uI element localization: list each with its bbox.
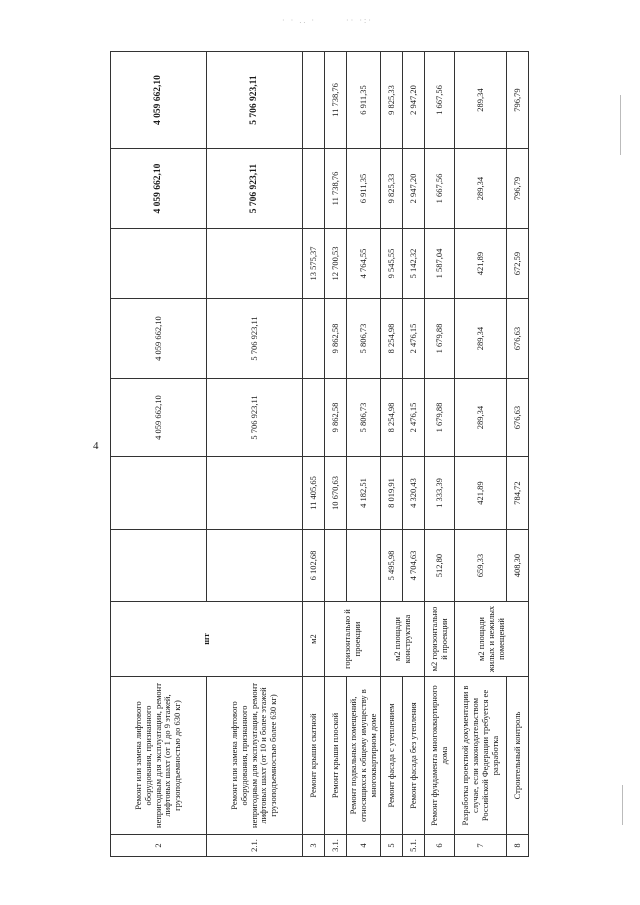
value-cell: 1 333,39 [425,457,455,530]
value-cell: 1 587,04 [425,229,455,299]
value-cell: 6 911,35 [347,149,381,229]
unit-cell: м2 площади жилых и нежилых помещений [455,602,529,677]
value-cell: 4 320,43 [403,457,425,530]
unit-cell: м2 площади конструктива [381,602,425,677]
value-cell: 289,34 [455,52,507,149]
row-number: 7 [455,835,507,857]
row-number: 4 [347,835,381,857]
value-cell: 1 679,88 [425,299,455,379]
unit-cell: м2 [303,602,325,677]
value-cell: 1 679,88 [425,379,455,457]
value-cell: 9 825,33 [381,149,403,229]
table-row [325,52,347,857]
row-number: 3.1. [325,835,347,857]
value-cell [347,530,381,602]
value-cell: 512,80 [425,530,455,602]
value-cell: 289,34 [455,149,507,229]
value-cell: 421,89 [455,229,507,299]
value-cell [303,379,325,457]
value-cell: 4 059 662,10 [111,149,207,229]
work-type-name: Ремонт крыши плоской [325,677,347,835]
value-cell: 4 059 662,10 [111,299,207,379]
table-row [111,52,207,857]
value-cell: 8 019,91 [381,457,403,530]
row-number: 5.1. [403,835,425,857]
scan-edge-mark [622,785,623,825]
value-cell: 796,79 [507,52,529,149]
row-number: 2 [111,835,207,857]
value-cell: 289,34 [455,299,507,379]
value-cell: 11 405,65 [303,457,325,530]
table-row [207,52,303,857]
value-cell: 5 706 923,11 [207,52,303,149]
work-type-name: Ремонт или замена лифтового оборудования, признанного непригодным для эксплуатации, ремонт лифтовых шахт (от 1 до 9 этажей, грузоподъемностью до 630 кг) [111,677,207,835]
row-number: 8 [507,835,529,857]
work-type-name: Разработка проектной документации в случае, если законодательством Российской Федерации требуется ее разработка [455,677,507,835]
value-cell: 2 947,20 [403,149,425,229]
value-cell: 4 059 662,10 [111,379,207,457]
value-cell: 5 495,98 [381,530,403,602]
work-type-name: Ремонт фасада с утеплением [381,677,403,835]
value-cell: 659,33 [455,530,507,602]
value-cell: 9 862,58 [325,299,347,379]
work-type-name: Ремонт фундамента многоквартирного дома [425,677,455,835]
value-cell: 8 254,98 [381,379,403,457]
scan-noise: ·· ·:· [346,16,373,25]
price-table [110,51,529,857]
table-row [303,52,325,857]
row-number: 2.1. [207,835,303,857]
value-cell: 6 911,35 [347,52,381,149]
value-cell: 2 947,20 [403,52,425,149]
rotated-table-container [110,52,522,857]
value-cell: 5 706 923,11 [207,299,303,379]
row-number: 6 [425,835,455,857]
value-cell: 5 706 923,11 [207,149,303,229]
value-cell: 5 706 923,11 [207,379,303,457]
value-cell: 1 667,56 [425,52,455,149]
value-cell [303,299,325,379]
value-cell [207,530,303,602]
value-cell: 4 764,55 [347,229,381,299]
value-cell: 5 806,73 [347,299,381,379]
value-cell: 289,34 [455,379,507,457]
table-row [403,52,425,857]
table-row [507,52,529,857]
value-cell: 676,63 [507,299,529,379]
table-row [425,52,455,857]
value-cell: 2 476,15 [403,379,425,457]
unit-cell: шт [111,602,303,677]
work-type-name: Ремонт крыши скатной [303,677,325,835]
table-row [381,52,403,857]
table-row [455,52,507,857]
value-cell [303,149,325,229]
value-cell: 9 545,55 [381,229,403,299]
value-cell: 676,63 [507,379,529,457]
value-cell: 1 667,56 [425,149,455,229]
value-cell: 9 862,58 [325,379,347,457]
value-cell: 5 142,32 [403,229,425,299]
value-cell [111,457,207,530]
work-type-name: Ремонт фасада без утепления [403,677,425,835]
value-cell: 672,59 [507,229,529,299]
value-cell: 784,72 [507,457,529,530]
scan-edge-mark [620,95,621,155]
value-cell [111,530,207,602]
value-cell [325,530,347,602]
value-cell: 2 476,15 [403,299,425,379]
row-number: 5 [381,835,403,857]
value-cell: 408,30 [507,530,529,602]
value-cell: 4 182,51 [347,457,381,530]
work-type-name: Строительный контроль [507,677,529,835]
unit-cell: м2 горизонтально й проекции [425,602,455,677]
unit-cell: горизонтально й проекции [325,602,381,677]
work-type-name: Ремонт или замена лифтового оборудования, признанного непригодным для эксплуатации, ремонт лифтовых шахт (от 10 и более этажей грузоподъемностью более 630 кг) [207,677,303,835]
value-cell: 13 575,37 [303,229,325,299]
value-cell: 10 670,63 [325,457,347,530]
value-cell: 4 059 662,10 [111,52,207,149]
value-cell: 4 704,63 [403,530,425,602]
value-cell: 796,79 [507,149,529,229]
value-cell: 8 254,98 [381,299,403,379]
value-cell: 11 738,76 [325,149,347,229]
page-number: 4 [93,440,99,452]
value-cell [207,457,303,530]
value-cell [207,229,303,299]
work-type-name: Ремонт подвальных помещений, относящихся к общему имуществу в многоквартирном доме [347,677,381,835]
table-row [347,52,381,857]
value-cell: 5 806,73 [347,379,381,457]
row-number: 3 [303,835,325,857]
value-cell: 421,89 [455,457,507,530]
value-cell: 9 825,33 [381,52,403,149]
value-cell: 12 700,53 [325,229,347,299]
document-table-area [110,52,522,857]
value-cell [111,229,207,299]
value-cell: 6 102,68 [303,530,325,602]
value-cell [303,52,325,149]
scan-noise: · · .. · [282,16,316,25]
value-cell: 11 738,76 [325,52,347,149]
